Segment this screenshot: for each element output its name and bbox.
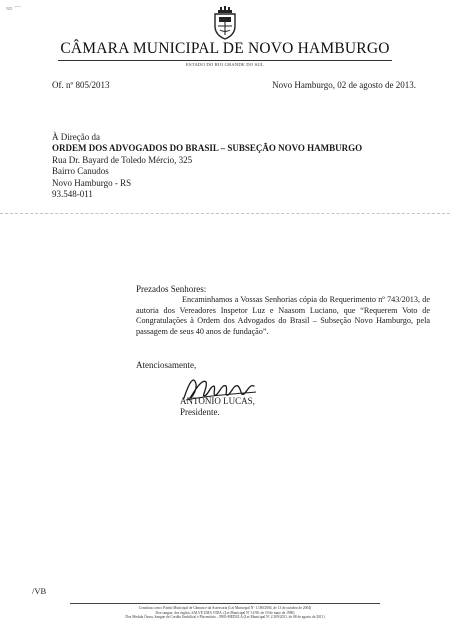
official-letter-number: Of. nº 805/2013 — [52, 80, 110, 90]
chamber-name: CÂMARA MUNICIPAL DE NOVO HAMBURGO — [60, 40, 390, 57]
footer-line: Doe sangue, doe órgãos, SALVE UMA VIDA. (Lei Municipal Nº 31/90, de 19 de maio de 1990) — [155, 610, 295, 615]
greeting: Prezados Senhores: — [136, 284, 207, 294]
recipient-city: Novo Hamburgo - RS — [52, 177, 132, 188]
letter-date: Novo Hamburgo, 02 de agosto de 2013. — [272, 80, 416, 90]
footer-line: Constitua com o Patrão Municipal de Câmara e da Assessoria (Lei Municipal Nº 1.180/2004, de 13 de outubro de 2004) — [138, 606, 312, 610]
footer-notes — [40, 606, 410, 620]
recipient-organization: ORDEM DOS ADVOGADOS DO BRASIL – SUBSEÇÃO NOVO HAMBURGO — [52, 143, 363, 154]
recipient-district: Bairro Canudos — [52, 166, 109, 177]
letter-body: Encaminhamos a Vossas Senhorias cópia do Requerimento nº 743/2013, de autoria dos Vereadores Inspetor Luz e Naasom Luciano, que “Requerem Voto de Congratulações à Ordem dos Advogados do Brasil – Subseção Novo Hamburgo, pela passagem de seus 40 anos de fundação”. — [136, 295, 430, 336]
signer-name: ANTONIO LUCAS, — [180, 396, 255, 406]
recipient-attention: À Direção da — [52, 132, 100, 142]
typist-initials: /VB — [32, 586, 47, 596]
coat-of-arms-icon — [210, 6, 240, 40]
corner-handwritten-mark: ᴺᴰ ⌒ — [6, 6, 21, 14]
footer-divider — [70, 603, 380, 604]
signer-title: Presidente. — [180, 407, 220, 417]
closing: Atenciosamente, — [136, 360, 197, 370]
state-name: ESTADO DO RIO GRANDE DO SUL — [186, 62, 264, 67]
fold-line — [0, 213, 450, 214]
header-divider — [58, 60, 392, 61]
recipient-block — [52, 132, 362, 200]
signer-block — [180, 396, 255, 418]
footer-line: Doe Medula Óssea, Sangue de Cordão Umbilical e Placentário – PRÓ-MEDULA (Lei Municipal Nº 2.309/2011, de 08 de agosto de 2011) — [125, 615, 325, 620]
recipient-street: Rua Dr. Bayard de Toledo Mércio, 325 — [52, 154, 193, 165]
recipient-postal-code: 93.548-011 — [52, 189, 93, 200]
